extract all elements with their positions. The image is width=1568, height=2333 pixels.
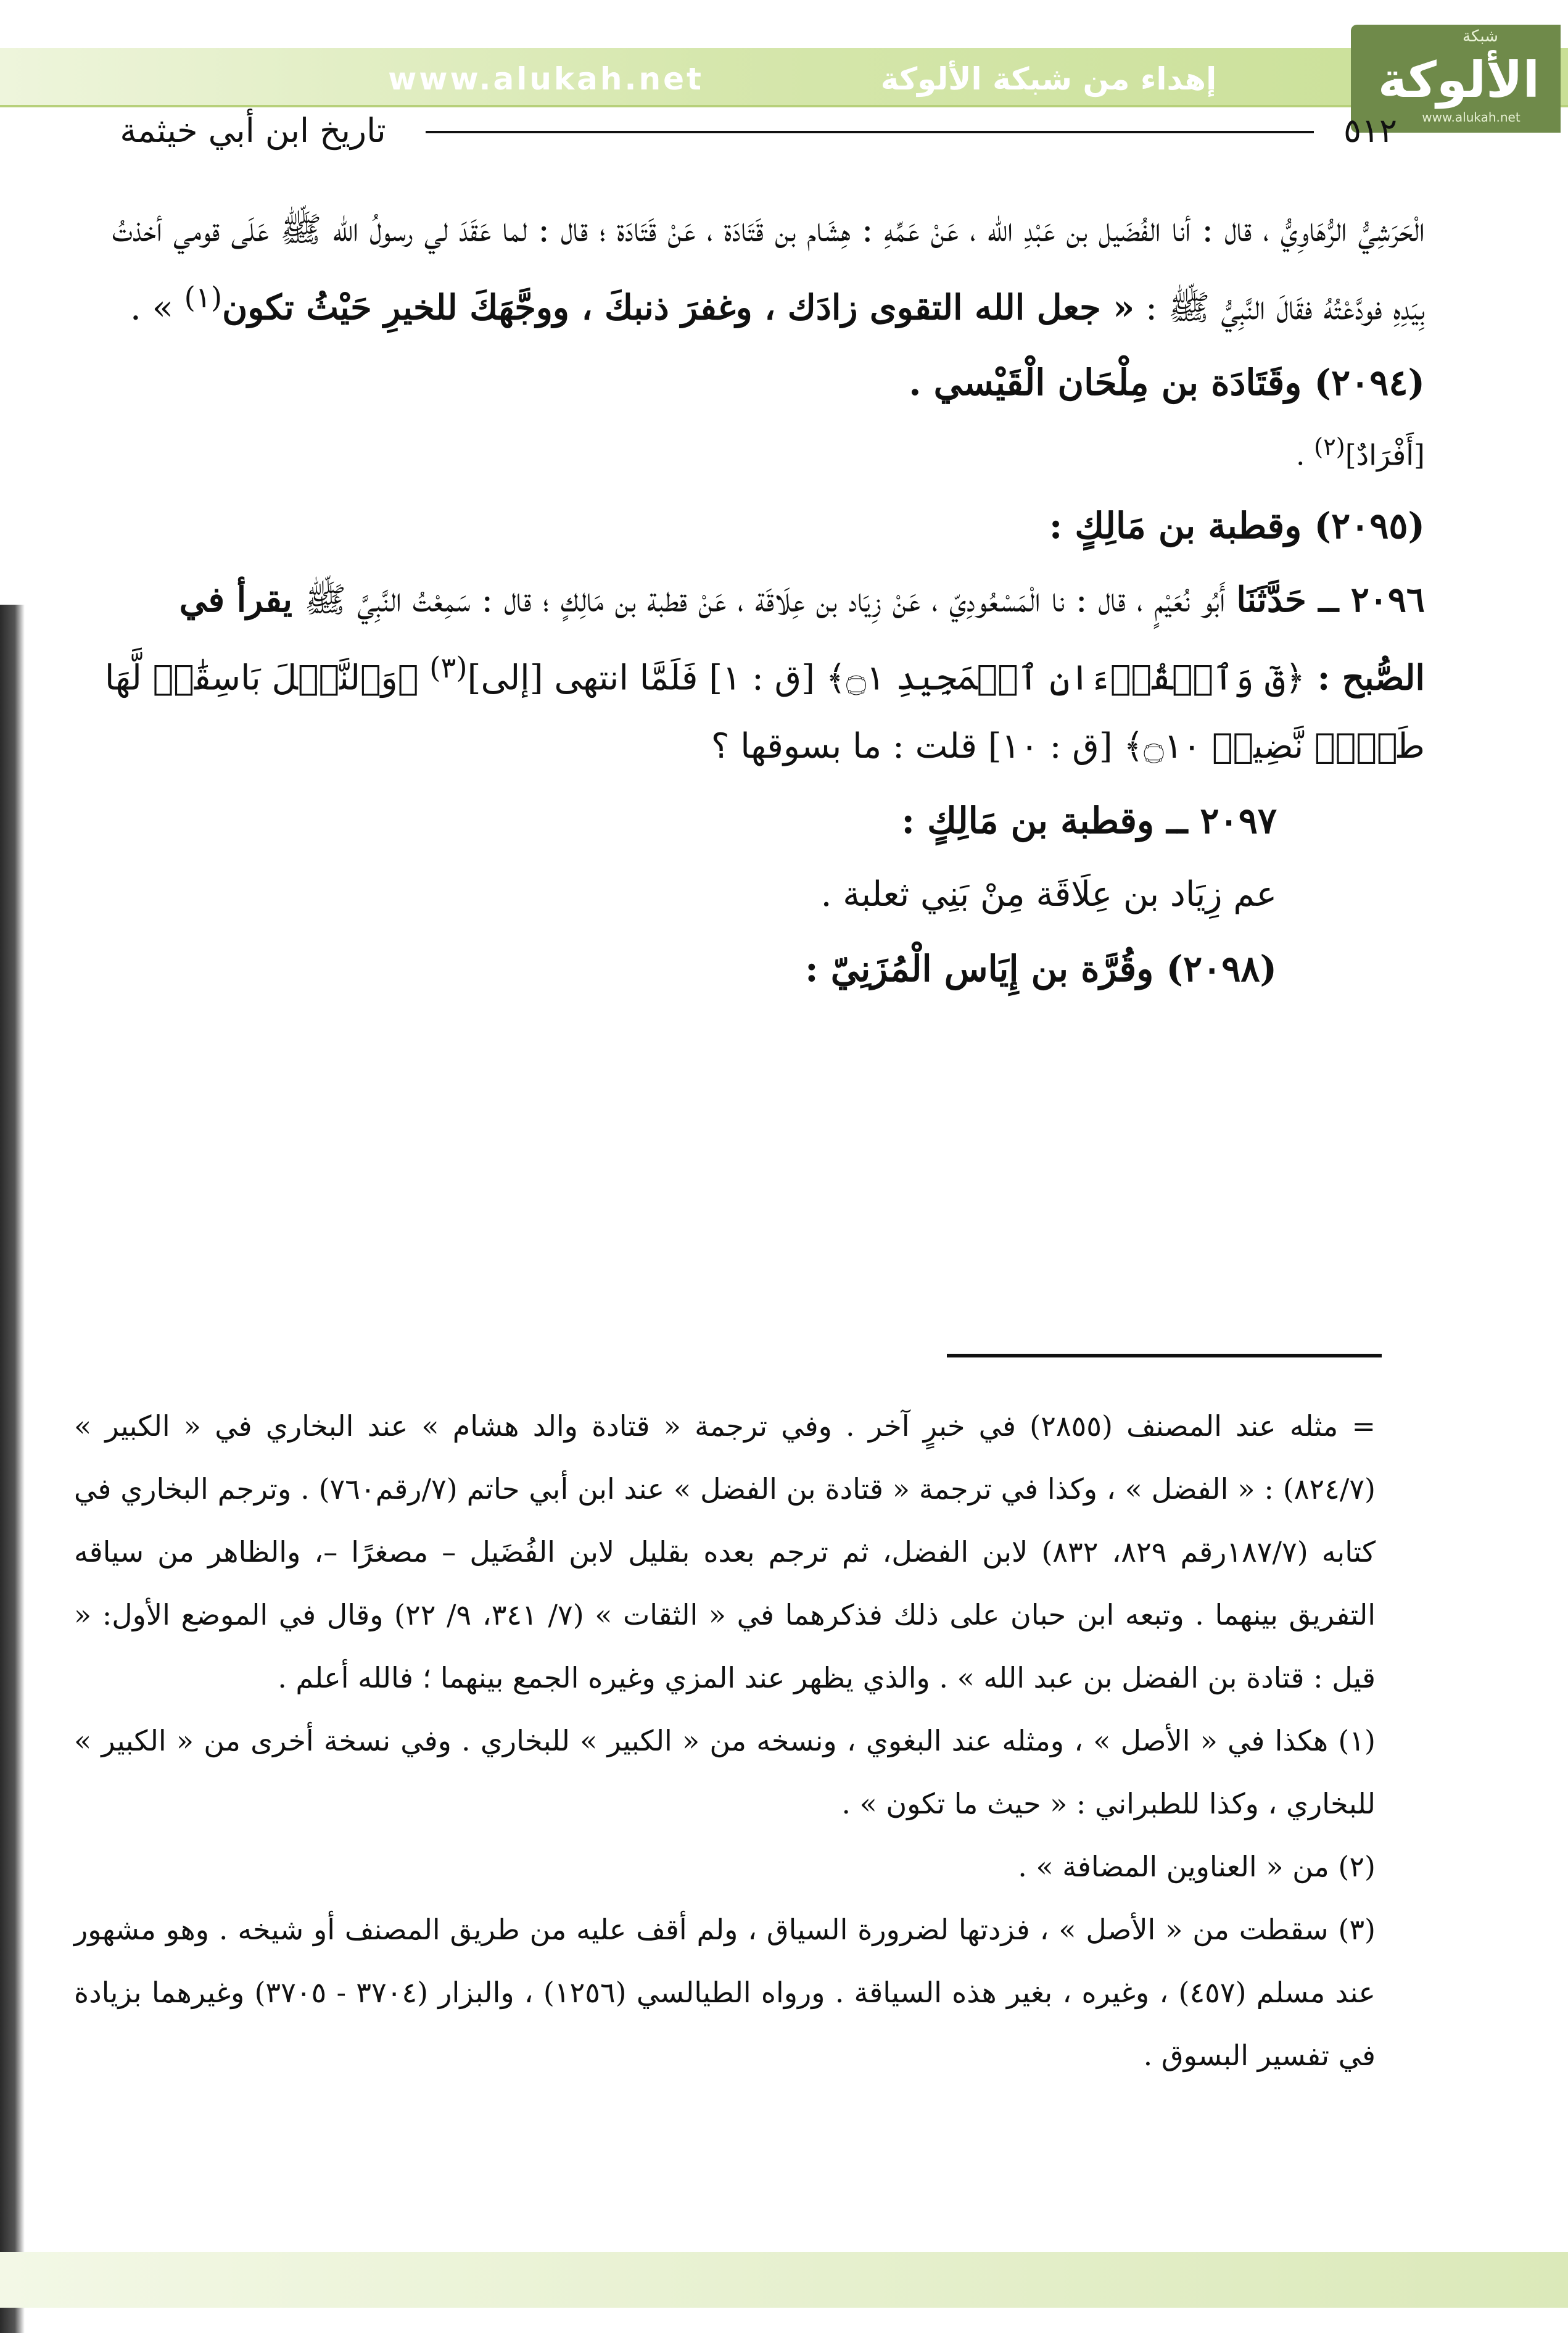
entry-heading-2095: (٢٠٩٥) وقطبة بن مَالِكٍ : [1049,504,1425,547]
entry-heading-2094: (٢٠٩٤) وقَتَادَة بن مِلْحَان الْقَيْسي . [909,361,1425,404]
footnote-marker[interactable]: (٣) [429,651,468,685]
entry-heading-2097: ٢٠٩٧ ــ وقطبة بن مَالِكٍ : [901,799,1277,842]
quran-verse: ﴿قٓ وَٱلۡقُرۡءَانِ ٱلۡمَجِيدِ ۝١﴾ [825,658,1306,698]
entry-heading-2098: (٢٠٩٨) وقُرَّة بن إِيَاس الْمُزَنِيّ : [805,947,1277,990]
banner-url: www.alukah.net [388,61,704,97]
quran-verse: ﴿وَٱلنَّخۡلَ بَاسِقَٰتٖ لَّهَا طَلۡعٞ نَّضِيدٞ ۝١٠﴾ [104,658,1425,766]
main-text [93,196,1425,1009]
page-number: ٥١٢ [1343,111,1397,150]
footnote-marker[interactable]: (١) [184,281,223,315]
header-rule [426,131,1314,133]
scan-shadow-edge [0,605,25,2333]
footnote-continuation: = مثله عند المصنف (٢٨٥٥) في خبرٍ آخر . وفي ترجمة « قتادة والد هشام » عند البخاري في « الكبير » (٨٢٤/٧) : « الفضل » ، وكذا في ترجمة « قتادة بن الفضل » عند ابن أبي حاتم (٧/رقم٧٦٠) . وترجم البخاري في كتابه (١٨٧/٧رقم ٨٢٩، ٨٣٢) لابن الفضل، ثم ترجم بعده بقليل لابن الفُضَيل – مصغرًا –، والظاهر من سياقه التفريق بينهما . وتبعه ابن حبان على ذلك فذكرهما في « الثقات » (٧/ ٣٤١، ٩/ ٢٢) وقال في الموضع الأول: « قيل : قتادة بن الفضل بن عبد الله » . والذي يظهر عند المزي وغيره الجمع بينهما ؛ فالله أعلم . [74,1409,1376,1694]
running-header-title: تاريخ ابن أبي خيثمة [120,111,386,150]
text: أَبُو نُعَيْمٍ ، قال : نا الْمَسْعُودِيّ ، عَنْ زِيَاد بن عِلَاقَة ، عَنْ قطبة بن مَالِكٍ ؛ قال : سَمِعْتُ النَّبِيَّ ﷺ [304,579,1237,620]
footnote-3: (٣) سقطت من « الأصل » ، فزدتها لضرورة السياق ، ولم أقف عليه من طريق المصنف أو شيخه . وهو مشهور عند مسلم (٤٥٧) ، وغيره ، بغير هذه السياقة . ورواه الطيالسي (١٢٥٦) ، والبزار (٣٧٠٤ - ٣٧٠٥) وغيرهما بزيادة في تفسير البسوق . [74,1913,1376,2072]
entry-note [93,423,1425,479]
hadith-number: ٢٠٩٦ ــ حَدَّثَنَا [1236,579,1425,620]
footnote-1: (١) هكذا في « الأصل » ، ومثله عند البغوي ، ونسخه من « الكبير » للبخاري . وفي نسخة أخرى من « الكبير » للبخاري ، وكذا للطبراني : « حيث ما تكون » . [74,1724,1376,1820]
hadith-2096 [93,566,1425,781]
text: الْحَرَشِيُّ الرُّهَاوِيُّ ، قال : أنا الفُضَيل بن عَبْدِ الله ، عَنْ عَمِّهِ : هِشَام بن قَتَادَة ، عَنْ قَتَادَة ؛ قال : لما عَقَدَ لي رسولُ الله ﷺ عَلَى قومي أخذتُ بِيَدِهِ فودَّعْتُهُ فقَالَ النَّبِيُّ ﷺ : [112,210,1425,328]
prophet-quote: « جعل الله التقوى زادَك ، وغفرَ ذنبكَ ، ووجَّهَكَ للخيرِ حَيْثُ تكون [222,287,1135,328]
bottom-bar [0,2252,1568,2308]
banner-gift-text: إهداء من شبكة الألوكة [880,61,1217,97]
paragraph-2097: عم زِيَاد بن عِلَاقَة مِنْ بَنِي ثعلبة . [820,874,1277,914]
text: » . [130,288,184,328]
logo-network-label: شبكة [1463,27,1498,46]
gift-banner [0,48,1568,107]
paragraph-2093 [93,196,1425,342]
verse-ref: [ق : ١] فَلَمَّا انتهى [إلى] [467,658,826,698]
footnotes [74,1394,1376,2087]
afrad-label: [أَفْرَادٌ] [1345,437,1425,471]
footnote-rule [947,1354,1382,1357]
text: . [1295,437,1314,471]
text-bold: يقرأ في الصُّبح : [179,579,1425,698]
logo-name: الألوكة [1377,51,1540,109]
footnote-2: (٢) من « العناوين المضافة » . [1018,1850,1376,1883]
footnote-marker[interactable]: (٢) [1314,433,1345,461]
text: [ق : ١٠] قلت : ما بسوقها ؟ [711,726,1124,766]
logo-url: www.alukah.net [1422,110,1521,125]
